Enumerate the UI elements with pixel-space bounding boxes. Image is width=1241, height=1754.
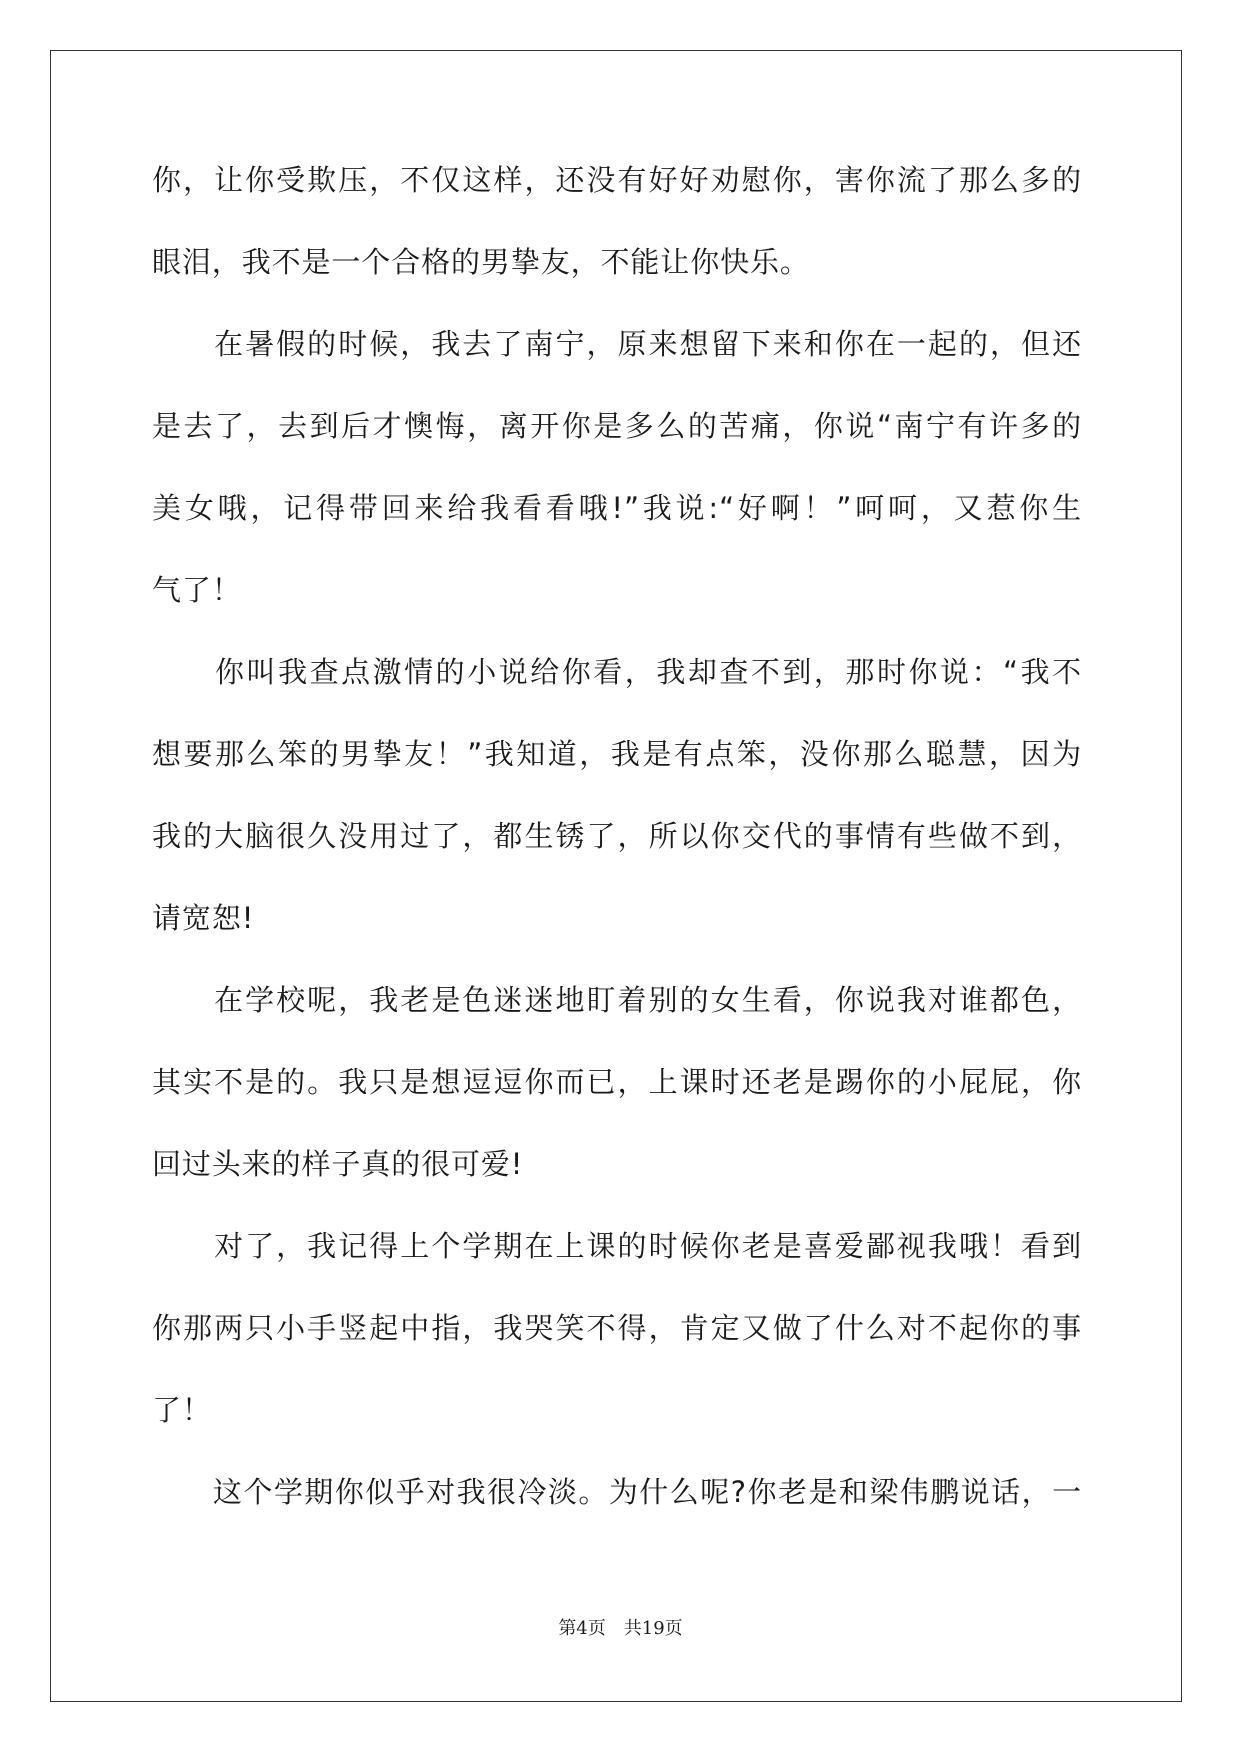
text-line: 美女哦，记得带回来给我看看哦!”我说:“好啊！”呵呵，又惹你生 xyxy=(152,491,1082,525)
text-line: 了！ xyxy=(152,1393,212,1427)
text-line: 在学校呢，我老是色迷迷地盯着别的女生看，你说我对谁都色， xyxy=(152,983,1082,1017)
text-line: 回过头来的样子真的很可爱! xyxy=(152,1147,524,1181)
text-line: 你，让你受欺压，不仅这样，还没有好好劝慰你，害你流了那么多的 xyxy=(152,163,1082,197)
text-line: 是去了，去到后才懊悔，离开你是多么的苦痛，你说“南宁有许多的 xyxy=(152,409,1082,443)
text-line: 我的大脑很久没用过了，都生锈了，所以你交代的事情有些做不到， xyxy=(152,819,1082,853)
text-line: 眼泪，我不是一个合格的男挚友，不能让你快乐。 xyxy=(152,245,810,279)
page-number-footer: 第4页 共19页 xyxy=(558,1618,683,1639)
text-line: 你那两只小手竖起中指，我哭笑不得，肯定又做了什么对不起你的事 xyxy=(152,1311,1082,1345)
text-line: 气了！ xyxy=(152,573,242,607)
text-line: 在暑假的时候，我去了南宁，原来想留下来和你在一起的，但还 xyxy=(152,327,1082,361)
text-line: 其实不是的。我只是想逗逗你而已，上课时还老是踢你的小屁屁，你 xyxy=(152,1065,1082,1099)
text-line: 请宽恕! xyxy=(152,901,255,935)
text-line: 这个学期你似乎对我很冷淡。为什么呢?你老是和梁伟鹏说话，一 xyxy=(152,1475,1082,1509)
document-body xyxy=(152,160,1082,1513)
text-line: 你叫我查点激情的小说给你看，我却查不到，那时你说：“我不 xyxy=(152,655,1082,689)
text-line: 对了，我记得上个学期在上课的时候你老是喜爱鄙视我哦！看到 xyxy=(152,1229,1082,1263)
text-line: 想要那么笨的男挚友！”我知道，我是有点笨，没你那么聪慧，因为 xyxy=(152,737,1082,771)
